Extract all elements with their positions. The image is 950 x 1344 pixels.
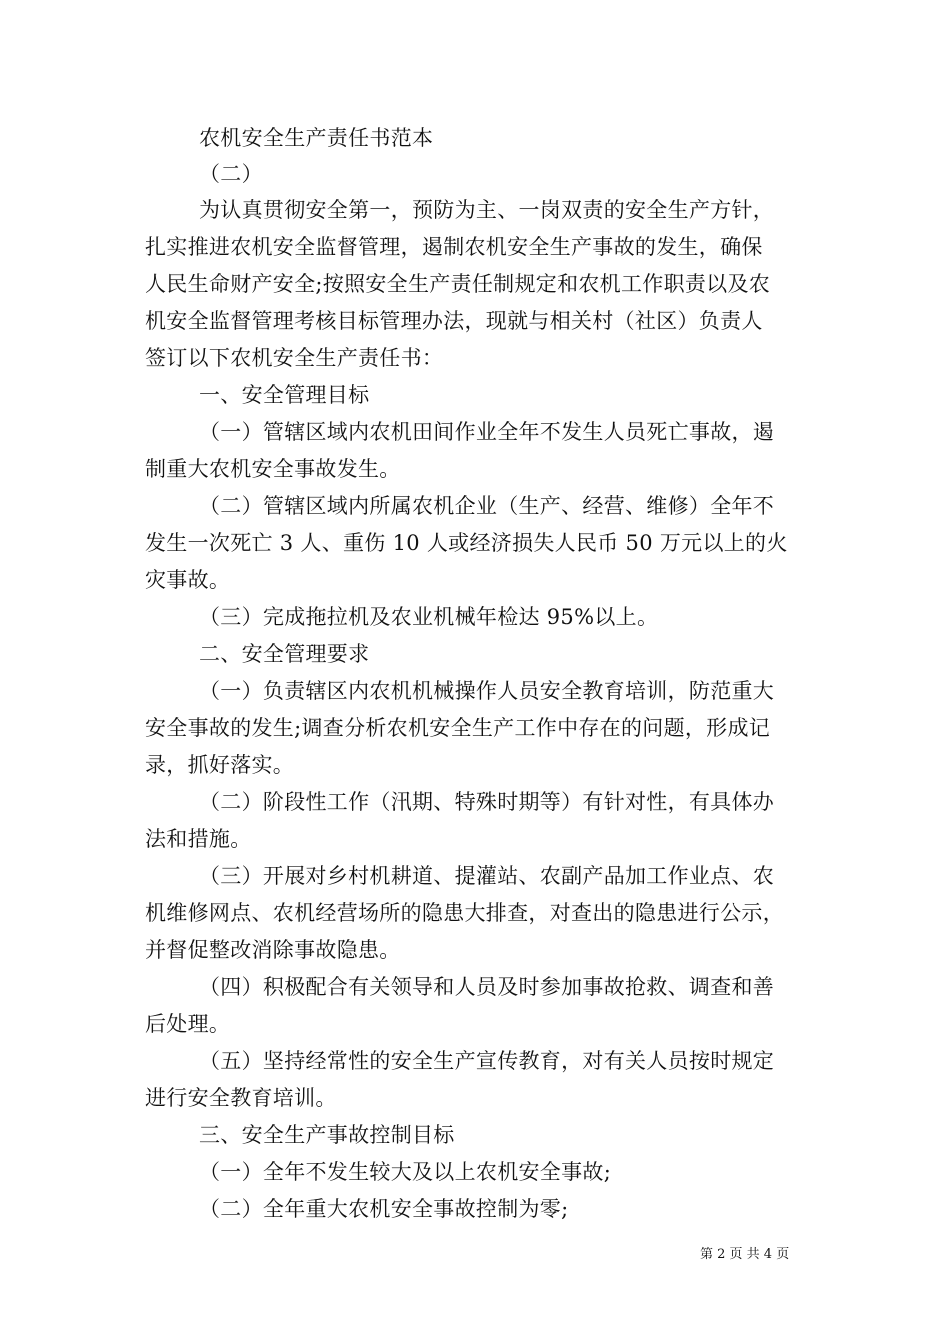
paragraph-line: 安全事故的发生;调查分析农机安全生产工作中存在的问题，形成记 (145, 716, 771, 740)
paragraph-line: （四）积极配合有关领导和人员及时参加事故抢救、调查和善 (199, 975, 775, 999)
paragraph-line: （二）阶段性工作（汛期、特殊时期等）有针对性，有具体办 (199, 790, 775, 814)
paragraph-line: 人民生命财产安全;按照安全生产责任制规定和农机工作职责以及农 (145, 272, 771, 296)
section-heading: 三、安全生产事故控制目标 (199, 1123, 455, 1147)
paragraph-line: 扎实推进农机安全监督管理，遏制农机安全生产事故的发生，确保 (145, 235, 763, 259)
paragraph-line: 为认真贯彻安全第一，预防为主、一岗双责的安全生产方针， (199, 198, 775, 222)
paragraph-line: （一）管辖区域内农机田间作业全年不发生人员死亡事故，遏 (199, 420, 775, 444)
paragraph-line: 机安全监督管理考核目标管理办法，现就与相关村（社区）负责人 (145, 309, 763, 333)
page-number: 第 2 页 共 4 页 (700, 1247, 790, 1262)
section-heading: 二、安全管理要求 (199, 642, 370, 666)
paragraph-line: （五）坚持经常性的安全生产宣传教育，对有关人员按时规定 (199, 1049, 775, 1073)
paragraph-line: （三）完成拖拉机及农业机械年检达 95%以上。 (199, 605, 659, 629)
paragraph-line: 签订以下农机安全生产责任书： (145, 346, 444, 370)
paragraph-line: 录，抓好落实。 (145, 753, 295, 777)
paragraph-line: 进行安全教育培训。 (145, 1086, 337, 1110)
paragraph-line: 制重大农机安全事故发生。 (145, 457, 401, 481)
paragraph-line: （一）负责辖区内农机机械操作人员安全教育培训，防范重大 (199, 679, 775, 703)
document-title: 农机安全生产责任书范本 (199, 126, 434, 150)
paragraph-line: （一）全年不发生较大及以上农机安全事故; (199, 1160, 612, 1184)
document-subtitle: （二） (199, 162, 263, 186)
section-heading: 一、安全管理目标 (199, 383, 370, 407)
paragraph-line: 并督促整改消除事故隐患。 (145, 938, 401, 962)
paragraph-line: 法和措施。 (145, 827, 252, 851)
paragraph-line: 发生一次死亡 3 人、重伤 10 人或经济损失人民币 50 万元以上的火 (145, 531, 788, 555)
paragraph-line: 后处理。 (145, 1012, 231, 1036)
paragraph-line: 机维修网点、农机经营场所的隐患大排查，对查出的隐患进行公示， (145, 901, 784, 925)
paragraph-line: 灾事故。 (145, 568, 231, 592)
paragraph-line: （二）全年重大农机安全事故控制为零; (199, 1197, 569, 1221)
paragraph-line: （三）开展对乡村机耕道、提灌站、农副产品加工作业点、农 (199, 864, 775, 888)
paragraph-line: （二）管辖区域内所属农机企业（生产、经营、维修）全年不 (199, 494, 775, 518)
